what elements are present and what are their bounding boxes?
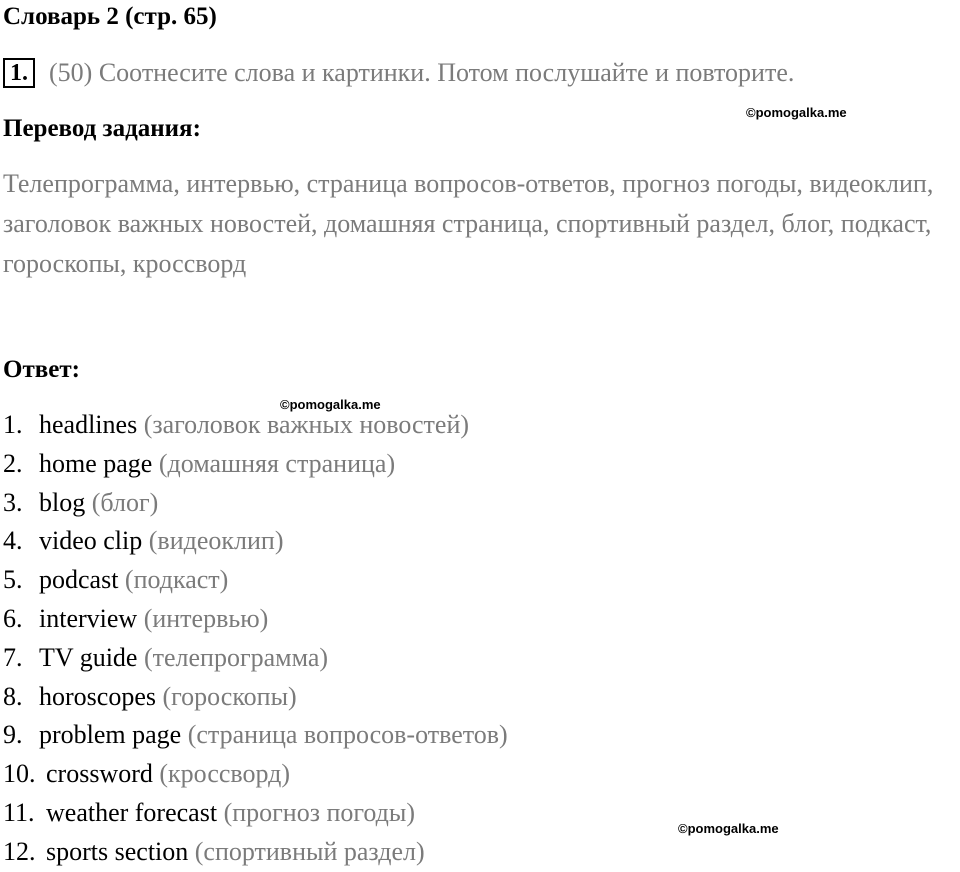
answer-item xyxy=(3,794,508,833)
answer-item xyxy=(3,639,508,678)
answer-item xyxy=(3,406,508,445)
watermark: ©pomogalka.me xyxy=(678,821,779,836)
answer-english: weather forecast xyxy=(46,797,218,827)
answer-number: 9. xyxy=(3,720,23,750)
answer-russian: (заголовок важных новостей) xyxy=(143,410,470,439)
answer-number: 11. xyxy=(3,797,35,827)
answer-item xyxy=(3,561,508,600)
answer-item xyxy=(3,755,508,794)
answer-number: 4. xyxy=(3,526,23,556)
answer-russian: (прогноз погоды) xyxy=(223,797,416,827)
answer-item xyxy=(3,678,508,717)
answer-english: interview xyxy=(39,603,138,633)
answer-english: podcast xyxy=(39,565,119,595)
answer-english: sports section xyxy=(46,836,189,866)
answer-russian: (телепрограмма) xyxy=(143,642,329,672)
answer-russian: (гороскопы) xyxy=(162,681,297,711)
answer-item xyxy=(3,484,508,523)
answer-number: 5. xyxy=(3,565,23,595)
translation-text: Телепрограмма, интервью, страница вопросов-ответов, прогноз погоды, видеоклип, заголовок важных новостей, домашняя страница, спортивный раздел, блог, подкаст, гороскопы, кроссворд xyxy=(3,169,934,278)
watermark: ©pomogalka.me xyxy=(746,105,847,120)
answer-russian: (домашняя страница) xyxy=(158,448,396,478)
answer-heading: Ответ: xyxy=(3,356,80,383)
answer-item xyxy=(3,716,508,755)
answer-item xyxy=(3,522,508,561)
answer-item xyxy=(3,445,508,484)
task-text: (50) Соотнесите слова и картинки. Потом послушайте и повторите. xyxy=(49,58,795,87)
answer-english: home page xyxy=(39,448,153,478)
task-number-box: 1. xyxy=(3,58,35,88)
answer-number: 7. xyxy=(3,642,23,672)
answer-russian: (кроссворд) xyxy=(159,759,291,789)
answer-number: 12. xyxy=(3,836,36,866)
answer-russian: (страница вопросов-ответов) xyxy=(187,720,508,750)
answer-number: 8. xyxy=(3,681,23,711)
answer-list xyxy=(3,406,508,872)
answer-number: 6. xyxy=(3,603,23,633)
answer-russian: (спортивный раздел) xyxy=(194,836,425,866)
answer-item xyxy=(3,833,508,872)
answer-number: 2. xyxy=(3,448,23,478)
task-statement xyxy=(3,56,794,90)
answer-russian: (видеоклип) xyxy=(148,526,284,556)
answer-item xyxy=(3,600,508,639)
answer-english: TV guide xyxy=(39,642,138,672)
answer-number: 10. xyxy=(3,759,36,789)
answer-number: 1. xyxy=(3,410,23,439)
answer-russian: (подкаст) xyxy=(124,565,229,595)
answer-english: blog xyxy=(39,487,86,517)
page-title: Словарь 2 (стр. 65) xyxy=(3,3,217,30)
translation-heading: Перевод задания: xyxy=(3,115,201,142)
answer-russian: (блог) xyxy=(91,487,159,517)
watermark: ©pomogalka.me xyxy=(280,397,381,412)
answer-english: crossword xyxy=(46,759,153,789)
answer-english: horoscopes xyxy=(39,681,156,711)
answer-english: problem page xyxy=(39,720,182,750)
answer-english: headlines xyxy=(39,410,138,439)
answer-number: 3. xyxy=(3,487,23,517)
answer-russian: (интервью) xyxy=(143,603,269,633)
answer-english: video clip xyxy=(39,526,143,556)
